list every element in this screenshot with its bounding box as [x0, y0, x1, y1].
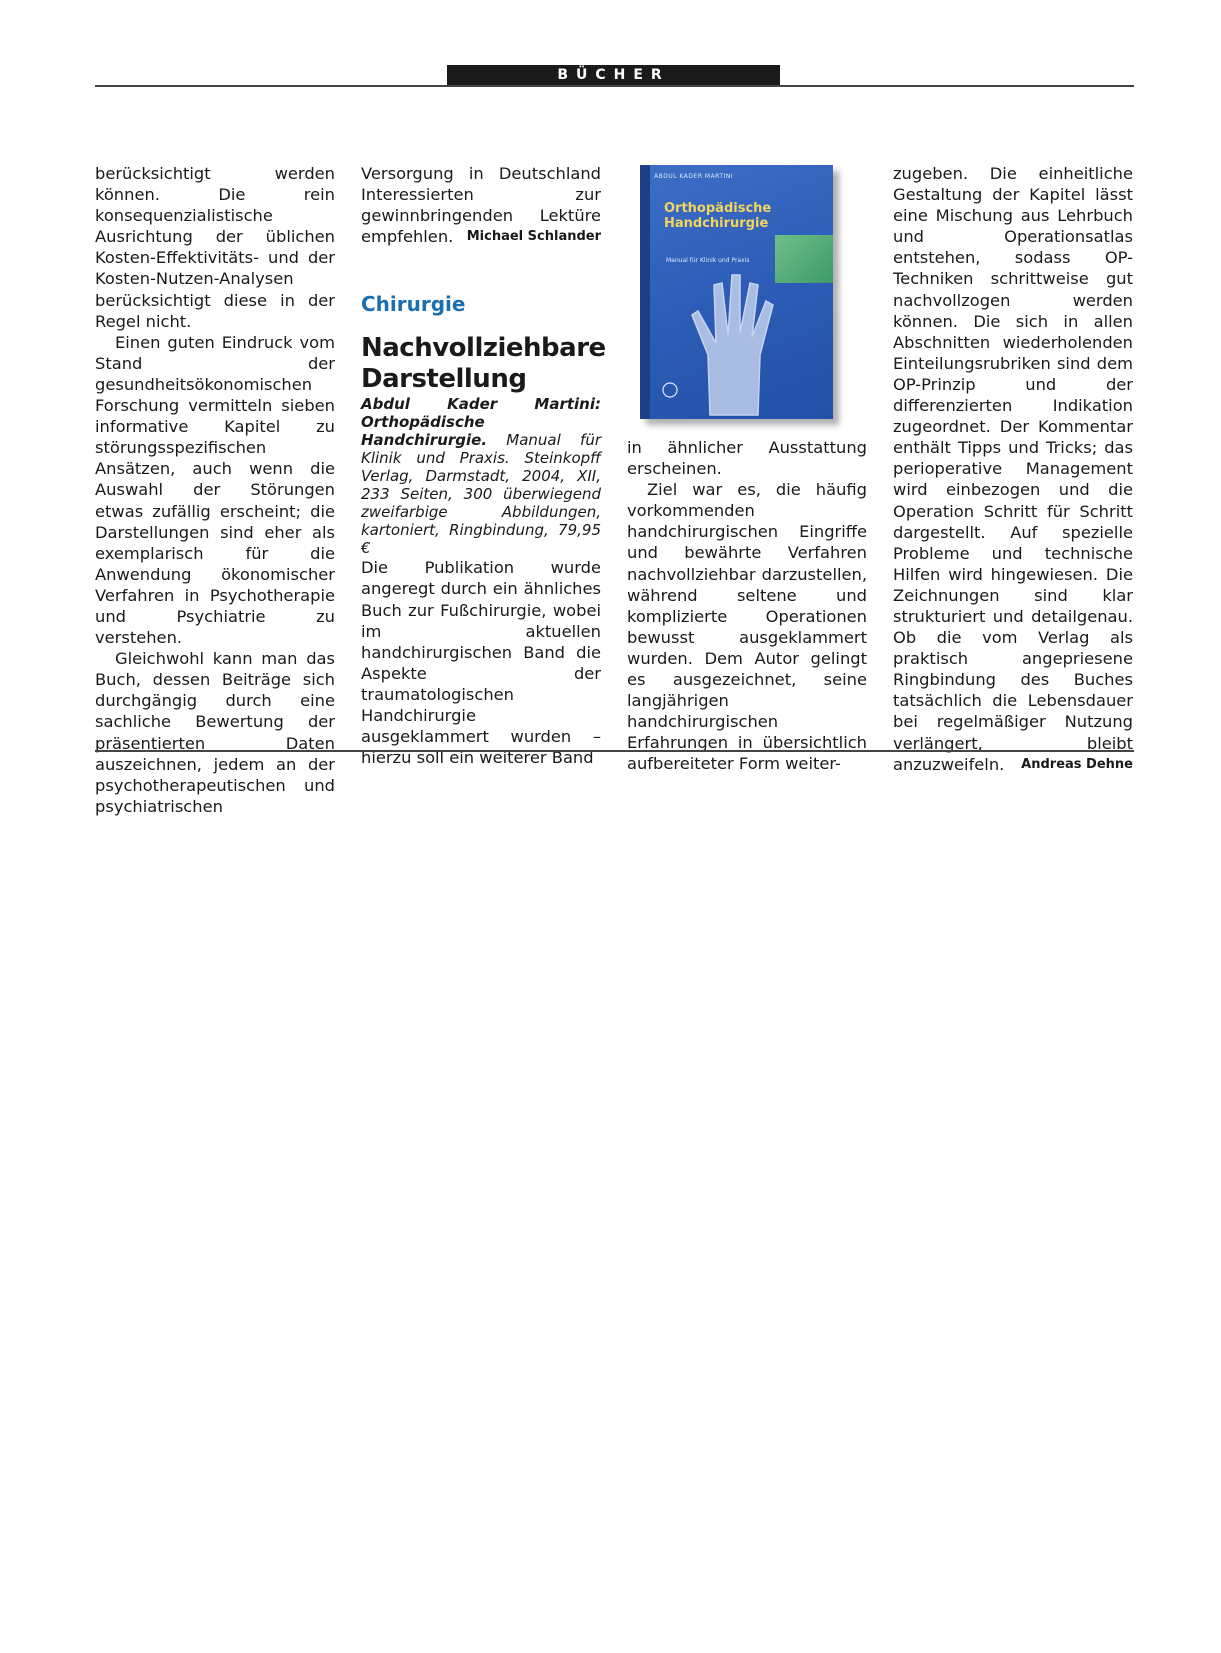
col2-paragraph-2: Die Publikation wurde angeregt durch ein ähnliches Buch zur Fußchirurgie, wobei im aktuellen handchirurgischen Band die Aspekte der traumatologischen Handchirurgie ausgeklammert wurden – hierzu soll ein weiterer Band [361, 558, 601, 768]
bib-details: Manual für Klinik und Praxis. Steinkopff Verlag, Darmstadt, 2004, XII, 233 Seiten, 300 überwiegend zweifarbige Abbildungen, kartoniert, Ringbindung, 79,95 € [361, 431, 601, 558]
column-4 [893, 163, 1133, 775]
cover-author: ABDUL KADER MARTINI [654, 173, 734, 180]
hand-drawing-icon [640, 165, 833, 419]
article-headline: Nachvollziehbare Darstellung [361, 333, 606, 395]
top-rule [95, 85, 1134, 87]
col3-paragraph-1: in ähnlicher Ausstattung erscheinen. [627, 438, 867, 479]
column-1 [95, 163, 335, 817]
col2-paragraph-1 [361, 163, 601, 247]
section-header: BÜCHER [447, 65, 780, 86]
cover-subtitle: Manual für Klinik und Praxis [666, 257, 750, 264]
column-2 [361, 163, 606, 768]
col3-paragraph-2: Ziel war es, die häufig vorkommenden handchirurgischen Eingriffe und bewährte Verfahren nachvollziehbar darzustellen, während seltene und komplizierte Operationen bewusst ausgeklammert wurden. Dem Autor gelingt es ausgezeichnet, seine langjährigen handchirurgischen Erfahrungen in übersichtlich aufbereiteter Form weiter- [627, 480, 867, 774]
col4-paragraph-1 [893, 163, 1133, 775]
bottom-rule [95, 750, 1134, 752]
bibliographic-reference [361, 395, 601, 557]
col1-paragraph-2: Einen guten Eindruck vom Stand der gesundheitsökonomischen Forschung vermitteln sieben informative Kapitel zu störungsspezifischen Ansätzen, auch wenn die Auswahl der Störungen etwas zufällig erscheint; die Darstellungen sind eher als exemplarisch für die Anwendung ökonomischer Verfahren in Psychotherapie und Psychiatrie zu verstehen. [95, 332, 335, 648]
col4-paragraph-1-text: zugeben. Die einheitliche Gestaltung der Kapitel lässt eine Mischung aus Lehrbuch und Operationsatlas entstehen, sodass OP-Techniken schrittweise gut nachvollzogen werden können. Die sich in allen Abschnitten wiederholenden Einteilungsrubriken sind dem OP-Prinzip und der differenzierten Indikation zugeordnet. Der Kommentar enthält Tipps und Tricks; das perioperative Management wird einbezogen und die Operation Schritt für Schritt dargestellt. Auf spezielle Probleme und technische Hilfen wird hingewiesen. Die Zeichnungen sind klar strukturiert und detailgenau. Ob die vom Verlag als praktisch angepriesene Ringbindung des Buches tatsächlich die Lebensdauer bei regelmäßiger Nutzung verlängert, bleibt anzuzweifeln. [893, 164, 1133, 774]
author-signature-dehne: Andreas Dehne [1021, 756, 1133, 772]
rubric-label: Chirurgie [361, 292, 466, 317]
bib-author-title: Abdul Kader Martini: Orthopädische Handchirurgie. [361, 395, 601, 450]
column-3 [627, 437, 867, 775]
book-cover-image [640, 165, 833, 419]
cover-title: Orthopädische Handchirurgie [664, 201, 772, 231]
col2-paragraph-1-text: Versorgung in Deutschland Interessierten zur gewinnbringenden Lektüre empfehlen. [361, 164, 601, 247]
author-signature-schlander: Michael Schlander [466, 229, 601, 245]
col1-paragraph-1: berücksichtigt werden können. Die rein konsequenzialistische Ausrichtung der üblichen Kosten-Effektivitäts- und der Kosten-Nutzen-Analysen berücksichtigt diese in der Regel nicht. [95, 164, 335, 331]
col1-paragraph-3: Gleichwohl kann man das Buch, dessen Beiträge sich durchgängig durch eine sachliche Bewertung der präsentierten Daten auszeichnen, jedem an der psychotherapeutischen und psychiatrischen [95, 649, 335, 816]
